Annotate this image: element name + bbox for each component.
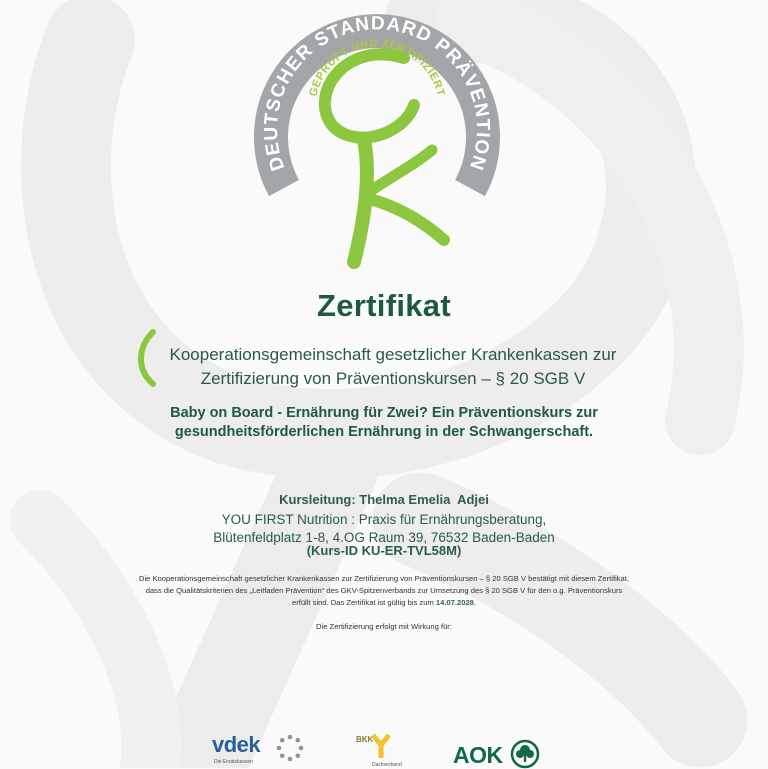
organization-line-2: Zertifizierung von Präventionskursen – § 20 SGB V xyxy=(200,369,586,388)
provider-line-1: YOU FIRST Nutrition : Praxis für Ernährungsberatung, xyxy=(221,512,547,527)
vdek-logo xyxy=(212,732,261,765)
organization-line-1: Kooperationsgemeinschaft gesetzlicher Krankenkassen zur xyxy=(169,345,617,364)
aok-wordmark: AOK xyxy=(453,742,503,768)
certification-seal xyxy=(254,0,500,270)
vdek-ring-icon xyxy=(276,734,304,762)
provider-line-2: Blütenfeldplatz 1-8, 4.OG Raum 39, 76532 Baden-Baden xyxy=(213,530,555,545)
bkk-subtitle: Dachverband xyxy=(372,762,402,768)
course-leader-name: Kursleitung: Thelma Emelia Adjei xyxy=(279,492,489,507)
effect-text: Die Zertifizierung erfolgt mit Wirkung für: xyxy=(316,622,452,631)
course-title-line-1: Baby on Board - Ernährung für Zwei? Ein Präventionskurs zur xyxy=(170,405,598,421)
ok-figure-icon xyxy=(325,54,444,262)
vdek-subtitle: Die Ersatzkassen xyxy=(214,759,253,765)
course-id: (Kurs-ID KU-ER-TVL58M) xyxy=(306,543,462,558)
certificate-title: Zertifikat xyxy=(317,288,451,323)
seal-outer-text: DEUTSCHER STANDARD PRÄVENTION xyxy=(260,13,494,174)
organization-name xyxy=(150,343,636,391)
certification-statement xyxy=(20,573,748,609)
statement-line-3-suffix: . xyxy=(473,598,477,607)
valid-until-date: 14.07.2028 xyxy=(435,598,474,607)
course-title xyxy=(60,404,708,442)
bkk-y-icon xyxy=(371,733,391,759)
statement-line-3-prefix: erfüllt sind. Das Zertifikat ist gültig bis zum xyxy=(291,598,436,607)
aok-logo xyxy=(453,733,540,769)
provider-address xyxy=(60,511,708,547)
statement-line-1: Die Kooperationsgemeinschaft gesetzlicher Krankenkassen zur Zertifizierung von Präventionskursen – § 20 SGB V bestätigt mit diesem Zertifikat, xyxy=(138,574,630,583)
vdek-wordmark: vdek xyxy=(212,732,261,757)
course-title-line-2: gesundheitsförderlichen Ernährung in der Schwangerschaft. xyxy=(174,424,594,440)
statement-line-3 xyxy=(20,597,748,609)
insurer-logos xyxy=(0,730,768,768)
bkk-wordmark: BKK xyxy=(356,735,374,744)
bkk-logo xyxy=(356,733,402,768)
statement-line-2: dass die Qualitätskriterien des „Leitfaden Prävention“ des GKV-Spitzenverbands zur Umsetzung des § 20 SGB V für den o.g. Präventionskurs xyxy=(145,586,623,595)
aok-tree-icon xyxy=(510,739,540,769)
seal-inner-text: GEPRÜFT UND ZERTIFIZIERT xyxy=(307,37,447,98)
